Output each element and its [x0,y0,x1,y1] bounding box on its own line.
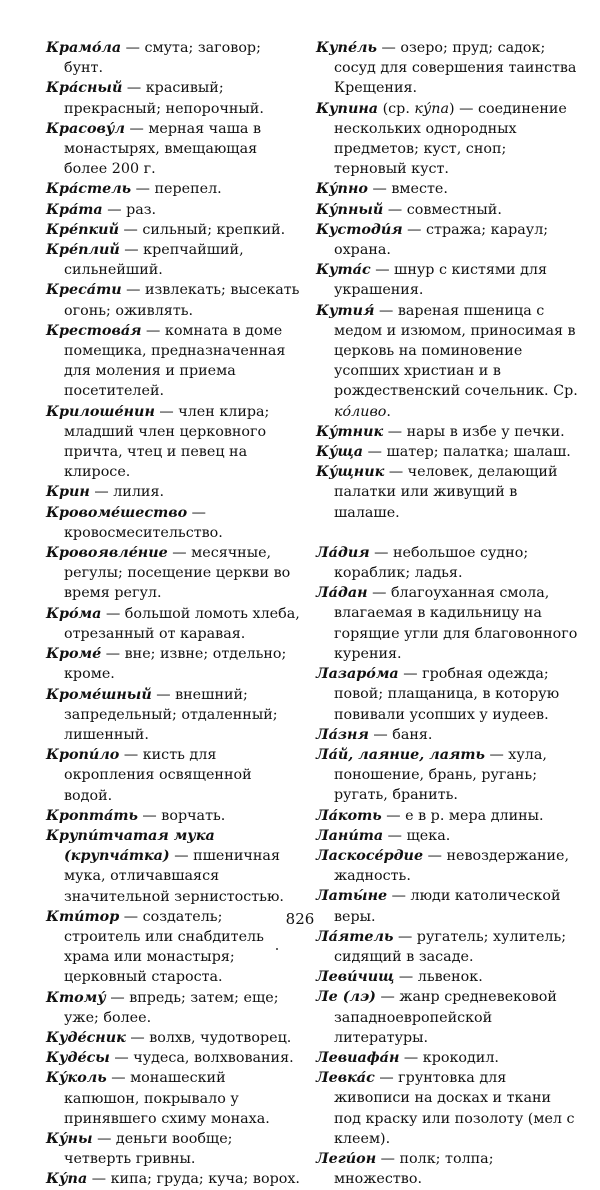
headword: Кра́та [46,201,103,218]
dash: — [141,322,165,339]
dash: — [399,1049,423,1066]
definition: красивый; прекрасный; непорочный. [64,80,264,117]
dictionary-entry [46,119,302,180]
dictionary-entry [46,644,302,684]
definition: хула, поношение, брань, ругань; ругать, бранить. [334,746,547,804]
headword: Ла́й, лаяние, лаять [316,746,485,763]
headword: Лани́та [316,827,384,844]
dash: — [374,1070,399,1087]
dash: — [101,646,125,663]
definition: большой ломоть хлеба, отрезанный от каравая. [64,605,300,642]
definition: член клира; младший член церковного причта, чтец и певец на клиросе. [64,403,270,481]
headword: Купе́ль [316,40,377,56]
dictionary-entry [46,1129,302,1169]
definition: люди католической веры. [334,888,561,925]
definition: впредь; затем; еще; уже; более. [64,989,279,1026]
headword-note-ref: ку́па [414,100,449,117]
definition: извлекать; высекать огонь; оживлять. [64,282,300,319]
headword: Кутия́ [316,302,375,319]
dash: — [454,100,478,117]
dash: — [381,807,406,824]
section-gap [316,523,578,543]
definition: невоздержание, жадность. [334,847,570,885]
dictionary-entry [46,1048,302,1068]
headword: Ла́коть [316,807,382,824]
definition: месячные, регулы; посещение церкви во время регул. [64,545,291,602]
dash: — [370,262,395,279]
dictionary-entry [46,321,302,402]
dictionary-entry [46,220,302,240]
headword: Кре́плий [46,242,120,259]
definition: деньги вообще; четверть гривны. [64,1130,233,1168]
definition: комната в доме помещика, предназначенная для моления и приема посетителей. [64,322,286,400]
definition: пшеничная мука, отличавшаяся значительной зернистостью. [64,848,284,905]
dictionary-entry [46,988,302,1028]
headword: Кровоме́шество [46,504,188,521]
dictionary-entry [46,503,302,543]
dictionary-entry [46,38,302,78]
headword: Красову́л [46,120,125,137]
definition: вареная пшеница с медом и изюмом, приносимая в церковь на поминовение усопших христиан и в рождественский сочельник. Ср. [334,302,578,400]
dictionary-entry [316,846,578,886]
definition: крокодил. [422,1049,499,1066]
dictionary-entry [46,826,302,907]
dictionary-entry [316,442,578,462]
headword: Ку́тник [316,423,384,440]
dash: — [387,888,411,905]
definition: вне; извне; отдельно; кроме. [64,646,287,683]
dash: — [122,80,146,97]
dash: — [369,544,394,561]
dash: — [187,504,206,521]
headword: Кроме́ [46,646,102,663]
headword: Купина [316,100,379,117]
dictionary-entry [316,927,578,967]
dictionary-entry [46,685,302,746]
headword: Кре́пкий [46,221,119,238]
dictionary-entry [316,220,578,260]
headword: Ку́па [46,1171,88,1188]
dictionary-entry [316,99,578,180]
headword: Кута́с [316,262,371,279]
definition: кипа; груда; куча; ворох. [110,1171,300,1188]
dash: — [376,40,401,56]
dash: — [367,181,392,198]
definition: е в р. мера длины. [405,807,544,824]
dictionary-entry [316,725,578,745]
dictionary-entry [46,543,302,604]
headword: Креса́ти [46,282,122,299]
headword: Кро́ма [46,605,102,622]
dictionary-entry [46,806,302,826]
headword: Кустоди́я [316,221,403,238]
dash: — [121,40,145,56]
definition: сильный; крепкий. [142,221,286,238]
dash: — [137,807,162,824]
definition: благоуханная смола, влагаемая в кадильницу на горящие угли для благовонного курения. [334,585,578,662]
dictionary-entry [316,1149,578,1189]
headword: Ла́дан [316,585,368,602]
dash: — [118,221,143,238]
dash: — [398,666,423,683]
definition: баня. [392,726,433,743]
dictionary-entry [46,1169,302,1189]
dash: — [423,847,447,864]
headword: Кровоявле́ние [46,545,168,562]
page-mark [276,948,278,950]
dash: — [89,484,114,501]
headword: Кроме́шный [46,686,152,703]
definition: щека. [406,827,451,844]
dash: — [151,686,176,703]
headword: Ку́ща [316,444,364,461]
dictionary-entry [316,1068,578,1149]
definition: лилия. [113,484,165,501]
dash: — [119,242,144,259]
dash: — [394,969,418,986]
dash: — [125,1029,150,1046]
headword: Крестова́я [46,322,142,339]
dictionary-entry [46,1068,302,1129]
definition: грунтовка для живописи на досках и ткани под краску или позолоту (мел с клеем). [334,1070,575,1147]
headword: Ку́пно [316,181,368,198]
headword: Кра́сный [46,80,123,97]
headword: Ле (лэ) [316,989,376,1006]
right-column [316,38,578,1189]
headword-note: (ср. [378,100,415,117]
dictionary-entry [316,543,578,583]
headword: Куде́сник [46,1029,126,1046]
definition: кровосмесительство. [64,524,223,541]
dash: — [119,747,143,764]
headword-note-close: ) [448,100,455,117]
dash: — [393,928,417,945]
dash: — [119,908,143,925]
dictionary-entry [316,967,578,987]
definition: жанр средневековой западноевропейской литературы. [334,989,557,1046]
definition: волхв, чудотворец. [149,1029,292,1046]
dictionary-entry [316,200,578,220]
page-number: 826 [285,910,315,928]
dash: — [124,120,149,137]
headword: Крамо́ла [46,40,122,56]
definition: гробная одежда; повой; плащаница, в которую повивали усопших у иудеев. [334,666,560,723]
definition: человек, делающий палатки или живущий в шалаше. [334,464,558,521]
dash: — [484,746,509,763]
dictionary-entry [46,78,302,118]
headword: Левиафа́н [316,1049,400,1066]
headword: Кра́стель [46,181,132,198]
dash: — [167,545,192,562]
dash: — [102,201,127,218]
dash: — [383,423,407,440]
definition: внешний; запредельный; отдаленный; лишенный. [64,686,278,743]
dictionary-entry [46,240,302,280]
dash: — [368,726,393,743]
definition: львенок. [417,969,483,986]
dictionary-entry [46,179,302,199]
definition: нары в избе у печки. [406,423,565,440]
headword: Ку́щник [316,464,385,481]
definition: крепчайший, сильнейший. [64,242,244,279]
definition: ругатель; хулитель; сидящий в засаде. [334,928,567,965]
dictionary-entry [316,301,578,422]
headword: Латы́не [316,888,388,905]
definition: вместе. [391,181,448,198]
headword: Ласкосе́рдие [316,847,424,864]
headword: Ла́зня [316,726,369,743]
headword: Леги́он [316,1150,377,1167]
headword: Крин [46,484,90,501]
headword: Левка́с [316,1070,375,1087]
headword: Крилоше́нин [46,403,155,420]
definition: ворчать. [161,807,226,824]
dash: — [169,848,194,865]
definition: полк; толпа; множество. [334,1150,494,1188]
dictionary-entry [316,745,578,806]
dictionary-entry [316,38,578,99]
dictionary-entry [46,402,302,483]
definition: раз. [126,201,157,218]
headword: Ктому́ [46,989,106,1006]
dash: — [402,221,427,238]
headword: Крупи́тчатая мука (крупча́тка) [46,827,215,865]
dictionary-entry [316,664,578,725]
dash: — [375,989,400,1006]
dictionary-entry [316,462,578,523]
left-column [46,38,302,1190]
dictionary-entry [46,604,302,644]
headword: Кропта́ть [46,807,138,824]
headword: Ку́пный [316,201,384,218]
definition: смута; заговор; бунт. [64,40,261,77]
headword: Ла́ятель [316,928,394,945]
cross-reference: ко́ливо [334,403,387,420]
definition: перепел. [154,181,222,198]
dictionary-entry [316,583,578,664]
definition: чудеса, волхвования. [133,1050,294,1067]
definition: соединение нескольких однородных предметов; куст, сноп; терновый куст. [334,100,567,178]
definition: небольшое судно; кораблик; ладья. [334,544,529,582]
dictionary-entry [316,1048,578,1068]
dictionary-entry [316,826,578,846]
headword: Кропи́ло [46,747,120,764]
dash: — [363,444,387,461]
dash: — [383,827,407,844]
dash: — [154,403,179,420]
dash: — [101,605,125,622]
dictionary-entry [46,280,302,320]
headword: Ку́коль [46,1070,107,1087]
definition: шатер; палатка; шалаш. [386,444,571,461]
dash: — [109,1050,134,1067]
definition: кисть для окропления освященной водой. [64,747,252,804]
definition: создатель; строитель или снабдитель храма или монастыря; церковный староста. [64,908,264,986]
definition: совместный. [406,201,502,218]
dictionary-entry [46,482,302,502]
dash: — [92,1130,116,1147]
definition: монашеский капюшон, покрывало у принявшего схиму монаха. [64,1070,270,1127]
dash: — [105,989,130,1006]
dash: — [131,181,155,198]
headword: Ла́дия [316,544,370,561]
dictionary-entry [316,179,578,199]
dictionary-entry [46,200,302,220]
dictionary-entry [316,806,578,826]
definition: мерная чаша в монастырях, вмещающая более 200 г. [64,120,262,178]
definition: озеро; пруд; садок; сосуд для совершения таинства Крещения. [334,40,577,97]
dictionary-entry [316,422,578,442]
headword: Куде́сы [46,1050,110,1067]
dash: — [374,302,398,319]
headword: Ку́ны [46,1130,93,1147]
definition-end: . [386,403,391,420]
headword: Леви́чищ [316,969,395,986]
dash: — [367,585,391,602]
dictionary-entry [316,987,578,1048]
headword: Кти́тор [46,908,120,925]
dash: — [121,282,145,299]
headword: Лазаро́ма [316,666,399,683]
dash: — [383,201,407,218]
dash: — [87,1171,111,1188]
dash: — [106,1070,131,1087]
dash: — [384,464,408,481]
dictionary-entry [46,745,302,806]
definition: шнур с кистями для украшения. [334,262,548,299]
dictionary-entry [46,1028,302,1048]
dash: — [376,1150,400,1167]
dictionary-entry [316,260,578,300]
definition: стража; караул; охрана. [334,221,549,259]
